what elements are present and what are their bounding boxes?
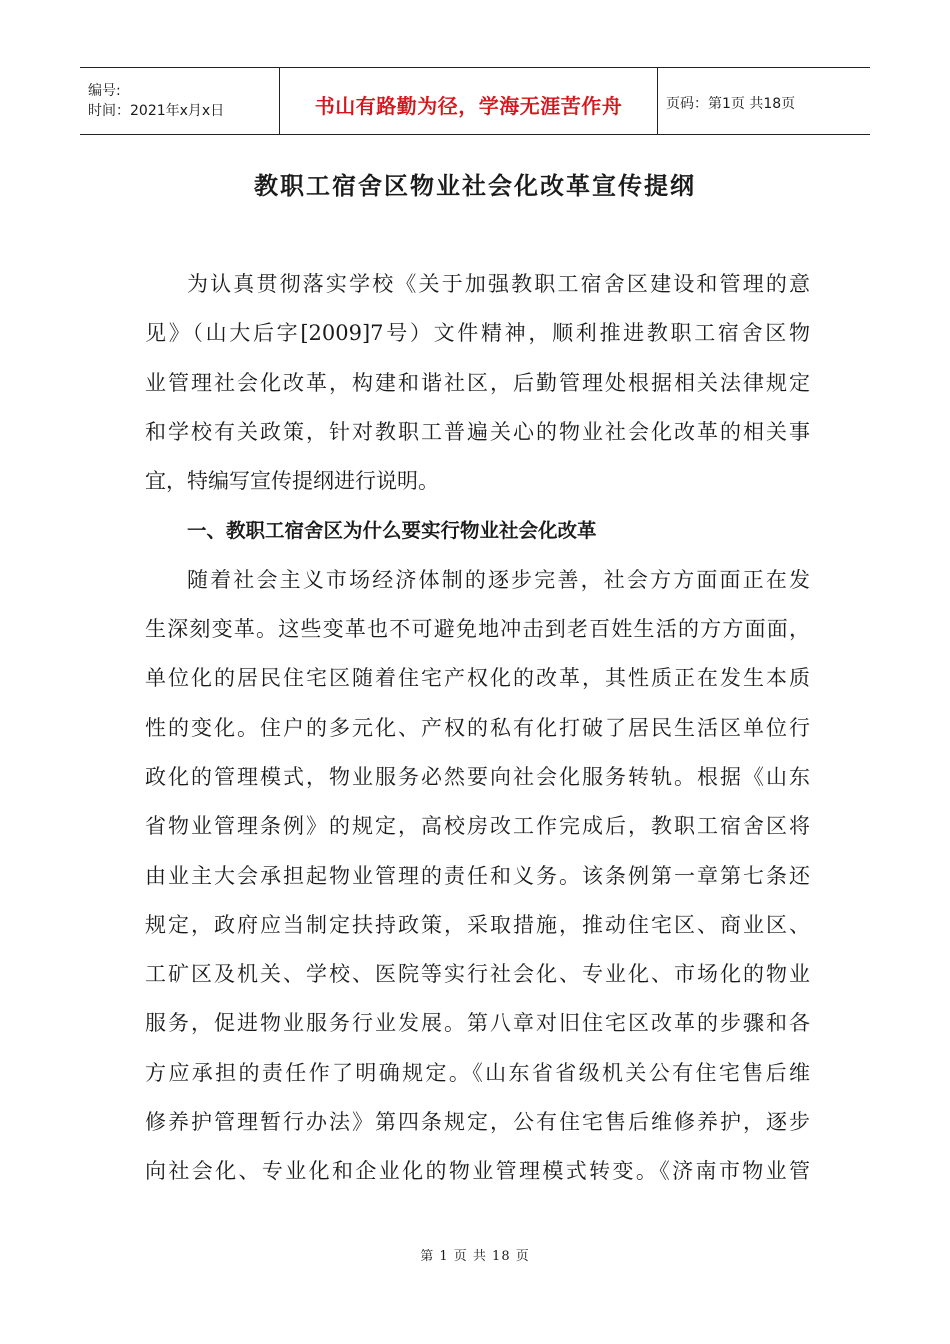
body-line: 修养护管理暂行办法》第四条规定，公有住宅售后维修养护，逐步 bbox=[145, 1110, 810, 1135]
header-motto: 书山有路勤为径，学海无涯苦作舟 bbox=[280, 68, 658, 134]
document-date-label: 时间：2021年x月x日 bbox=[88, 103, 225, 119]
body-line: 宜，特编写宣传提纲进行说明。 bbox=[145, 469, 439, 494]
document-number-label: 编号: bbox=[88, 83, 121, 99]
body-line: 和学校有关政策，针对教职工普遍关心的物业社会化改革的相关事 bbox=[145, 419, 810, 444]
body-line: 随着社会主义市场经济体制的逐步完善，社会方方面面正在发 bbox=[187, 567, 810, 592]
body-line: 见》（山大后字[2009]7号）文件精神，顺利推进教职工宿舍区物 bbox=[145, 321, 810, 346]
document-title: 教职工宿舍区物业社会化改革宣传提纲 bbox=[254, 172, 696, 200]
body-line: 工矿区及机关、学校、医院等实行社会化、专业化、市场化的物业 bbox=[145, 962, 810, 987]
body-line: 生深刻变革。这些变革也不可避免地冲击到老百姓生活的方方面面， bbox=[145, 617, 810, 642]
body-line: 为认真贯彻落实学校《关于加强教职工宿舍区建设和管理的意 bbox=[187, 272, 810, 296]
header-page-info: 页码：第1页 共18页 bbox=[666, 96, 796, 112]
body-line: 政化的管理模式，物业服务必然要向社会化服务转轨。根据《山东 bbox=[145, 764, 810, 789]
body-line: 单位化的居民住宅区随着住宅产权化的改革，其性质正在发生本质 bbox=[145, 666, 810, 691]
body-line: 服务，促进物业服务行业发展。第八章对旧住宅区改革的步骤和各 bbox=[145, 1011, 810, 1036]
body-line: 业管理社会化改革，构建和谐社区，后勤管理处根据相关法律规定 bbox=[145, 370, 810, 395]
header-meta-cell bbox=[80, 68, 280, 134]
body-line: 由业主大会承担起物业管理的责任和义务。该条例第一章第七条还 bbox=[145, 863, 810, 888]
document-body bbox=[145, 266, 810, 1203]
document-header bbox=[80, 67, 870, 135]
body-line: 性的变化。住户的多元化、产权的私有化打破了居民生活区单位行 bbox=[145, 715, 810, 740]
body-line: 省物业管理条例》的规定，高校房改工作完成后，教职工宿舍区将 bbox=[145, 814, 810, 839]
section-heading: 一、教职工宿舍区为什么要实行物业社会化改革 bbox=[187, 519, 597, 543]
body-line: 向社会化、专业化和企业化的物业管理模式转变。《济南市物业管 bbox=[145, 1159, 810, 1184]
body-line: 规定，政府应当制定扶持政策，采取措施，推动住宅区、商业区、 bbox=[145, 912, 810, 937]
body-line: 方应承担的责任作了明确规定。《山东省省级机关公有住宅售后维 bbox=[145, 1060, 810, 1085]
page-footer: 第 1 页 共 18 页 bbox=[420, 1249, 530, 1264]
